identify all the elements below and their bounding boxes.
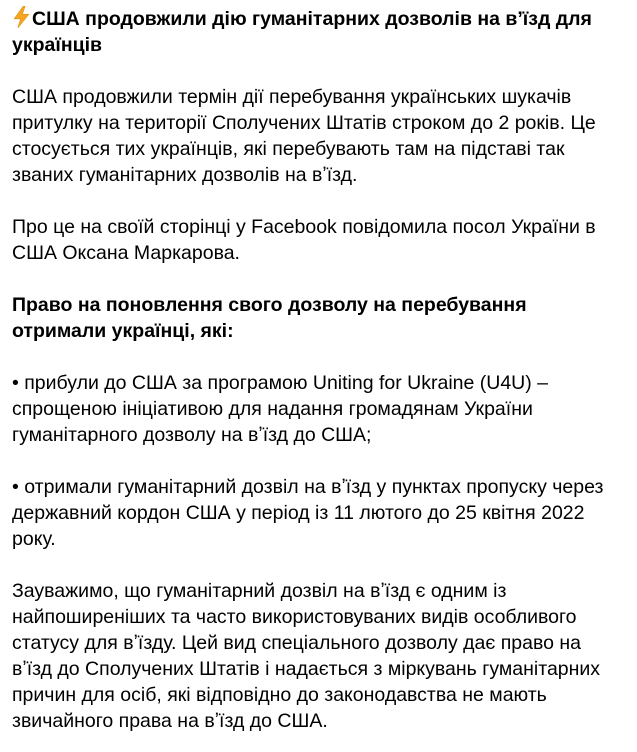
post-title-line xyxy=(12,6,619,58)
post-title: США продовжили дію гуманітарних дозволів на вʼїзд для українців xyxy=(12,8,592,56)
post-paragraph-intro: США продовжили термін дії перебування українських шукачів притулку на території Сполучених Штатів строком до 2 років. Це стосується тих українців, які перебувають там на підставі так званих гуманітарних дозволів на вʼїзд. xyxy=(12,86,596,186)
post-bullet-u4u: • прибули до США за програмою Uniting for Ukraine (U4U) – спрощеною ініціативою для надання громадянам України гуманітарного дозволу на вʼїзд до США; xyxy=(12,372,549,446)
lightning-icon xyxy=(12,6,31,28)
post-paragraph-note: Зауважимо, що гуманітарний дозвіл на вʼїзд є одним із найпоширеніших та часто використовуваних видів особливого статусу для вʼїзду. Цей вид спеціального дозволу дає право на вʼїзд до Сполучених Штатів і надається з міркувань гуманітарних причин для осіб, які відповідно до законодавства не мають звичайного права на вʼїзд до США. xyxy=(12,580,601,732)
post-paragraph-source: Про це на своїй сторінці у Facebook повідомила посол України в США Оксана Маркарова. xyxy=(12,216,596,264)
post-bullet-border: • отримали гуманітарний дозвіл на вʼїзд у пунктах пропуску через державний кордон США у період із 11 лютого до 25 квітня 2022 року. xyxy=(12,476,604,550)
post-paragraph-subheading: Право на поновлення свого дозволу на перебування отримали українці, які: xyxy=(12,294,527,342)
